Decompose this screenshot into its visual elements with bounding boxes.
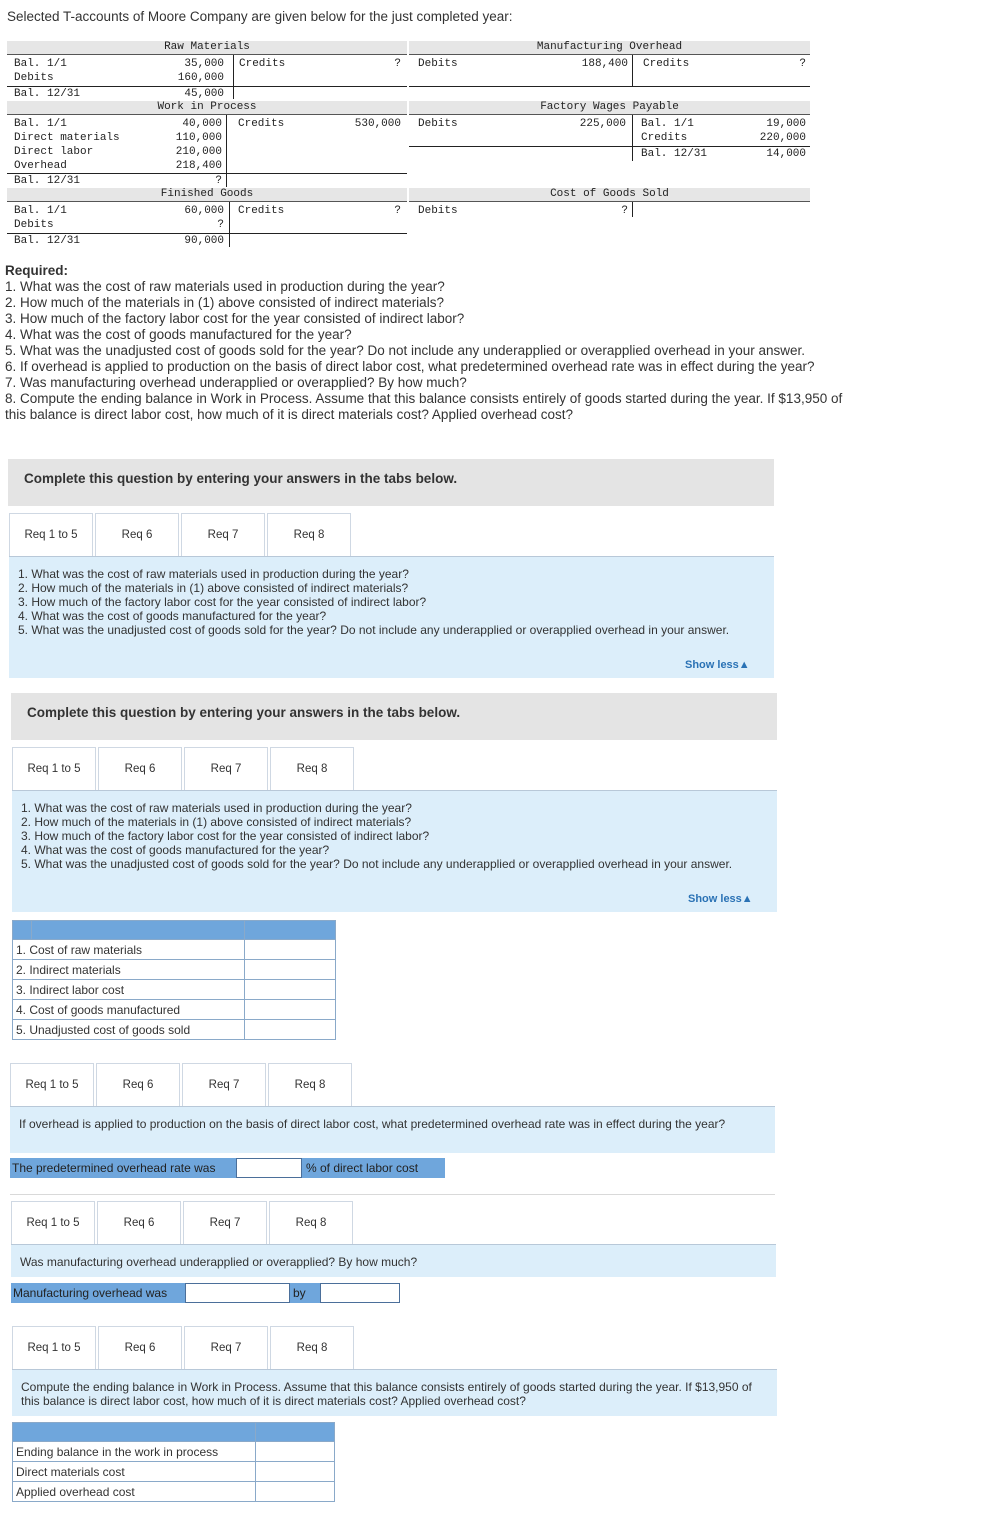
tab-bar bbox=[12, 1326, 777, 1370]
required-heading: Required: bbox=[5, 263, 69, 278]
table-row bbox=[13, 940, 336, 960]
show-less-link[interactable]: Show less▲ bbox=[685, 659, 750, 671]
tab-bar bbox=[10, 1063, 775, 1107]
rm-row1-val: 35,000 bbox=[184, 58, 224, 70]
req15-row-label: 5. Unadjusted cost of goods sold bbox=[13, 1020, 245, 1040]
fwp-row1-label: Bal. 1/1 bbox=[641, 118, 694, 130]
req15-answer-table bbox=[12, 920, 336, 1040]
wip-row5-label: Bal. 12/31 bbox=[14, 175, 81, 187]
req15-answer-input[interactable] bbox=[248, 941, 332, 958]
req7-label: Manufacturing overhead was bbox=[11, 1283, 185, 1303]
req7-by: by bbox=[290, 1283, 320, 1303]
required-item: 3. How much of the factory labor cost for the year consisted of indirect labor? bbox=[5, 311, 465, 326]
panel-header-text: Complete this question by entering your answers in the tabs below. bbox=[27, 705, 461, 720]
tab-req-7[interactable]: Req 7 bbox=[184, 1326, 268, 1370]
table-row bbox=[13, 960, 336, 980]
panel-header-text: Complete this question by entering your answers in the tabs below. bbox=[24, 471, 458, 486]
tab-req-8[interactable]: Req 8 bbox=[270, 747, 354, 791]
required-item: 1. What was the cost of raw materials used in production during the year? bbox=[5, 279, 445, 294]
req15-answer-input[interactable] bbox=[248, 1021, 332, 1038]
fwp-row1-val: 19,000 bbox=[766, 118, 806, 130]
tab-bar bbox=[12, 747, 777, 791]
under-over-select[interactable] bbox=[185, 1283, 290, 1303]
req6-label: The predetermined overhead rate was bbox=[10, 1158, 236, 1178]
mo-debits-val: 188,400 bbox=[581, 58, 628, 70]
panel-header bbox=[8, 459, 774, 506]
tab-req-1-5[interactable]: Req 1 to 5 bbox=[11, 1201, 95, 1245]
tab-req-6[interactable]: Req 6 bbox=[95, 513, 179, 557]
tab-req-6[interactable]: Req 6 bbox=[96, 1063, 180, 1107]
wip-credits-label: Credits bbox=[238, 118, 285, 130]
panel-header bbox=[11, 693, 777, 740]
table-row bbox=[13, 980, 336, 1000]
rm-row1-label: Bal. 1/1 bbox=[14, 58, 67, 70]
req8-answer-input[interactable] bbox=[259, 1483, 331, 1500]
req15-row-label: 2. Indirect materials bbox=[13, 960, 245, 980]
fwp-row2-label: Credits bbox=[641, 132, 688, 144]
overhead-rate-input[interactable] bbox=[236, 1158, 302, 1178]
tab-req-6[interactable]: Req 6 bbox=[98, 1326, 182, 1370]
rm-credits-label: Credits bbox=[239, 58, 286, 70]
rm-row3-val: 45,000 bbox=[184, 88, 224, 100]
overhead-amount-input[interactable] bbox=[320, 1283, 400, 1303]
rm-row2-label: Debits bbox=[14, 72, 54, 84]
wip-row4-label: Overhead bbox=[14, 160, 67, 172]
req8-row-label: Applied overhead cost bbox=[13, 1482, 256, 1502]
fg-row1-label: Bal. 1/1 bbox=[14, 205, 67, 217]
wip-row1-label: Bal. 1/1 bbox=[14, 118, 67, 130]
fg-row2-label: Debits bbox=[14, 219, 54, 231]
tab-req-7[interactable]: Req 7 bbox=[182, 1063, 266, 1107]
fg-title: Finished Goods bbox=[7, 188, 407, 202]
intro-text: Selected T-accounts of Moore Company are given below for the just completed year: bbox=[7, 9, 513, 24]
wip-row2-val: 110,000 bbox=[175, 132, 222, 144]
wip-row5-val: ? bbox=[215, 175, 222, 187]
fg-credits-label: Credits bbox=[238, 205, 285, 217]
req15-answer-input[interactable] bbox=[248, 961, 332, 978]
fwp-row3-val: 14,000 bbox=[766, 148, 806, 160]
fwp-debits-val: 225,000 bbox=[579, 118, 626, 130]
tab-req-8[interactable]: Req 8 bbox=[270, 1326, 354, 1370]
cogs-debits-val: ? bbox=[621, 205, 628, 217]
req6-question: If overhead is applied to production on the basis of direct labor cost, what predetermined overhead rate was in effect during the year? bbox=[10, 1107, 775, 1153]
tab-req-1-5[interactable]: Req 1 to 5 bbox=[9, 513, 93, 557]
show-less-link[interactable]: Show less▲ bbox=[688, 893, 753, 905]
fg-row3-val: 90,000 bbox=[184, 235, 224, 247]
mo-credits-label: Credits bbox=[643, 58, 690, 70]
required-item: 7. Was manufacturing overhead underapplied or overapplied? By how much? bbox=[5, 375, 467, 390]
cogs-title: Cost of Goods Sold bbox=[409, 188, 810, 202]
req15-row-label: 4. Cost of goods manufactured bbox=[13, 1000, 245, 1020]
cogs-debits-label: Debits bbox=[418, 205, 458, 217]
wip-row3-val: 210,000 bbox=[175, 146, 222, 158]
fwp-title: Factory Wages Payable bbox=[409, 101, 810, 115]
fwp-row3-label: Bal. 12/31 bbox=[641, 148, 708, 160]
table-row bbox=[13, 1000, 336, 1020]
fg-credits-val: ? bbox=[394, 205, 401, 217]
req15-row-label: 3. Indirect labor cost bbox=[13, 980, 245, 1000]
required-item: 8. Compute the ending balance in Work in Process. Assume that this balance consists entirely of goods started during the year. If $13,950 of this balance is direct labor cost, how much of it is direct materials cost? Applied overhead cost? bbox=[5, 391, 843, 422]
required-item: 5. What was the unadjusted cost of goods sold for the year? Do not include any underapplied or overapplied overhead in your answer. bbox=[5, 343, 806, 358]
tab-req-6[interactable]: Req 6 bbox=[97, 1201, 181, 1245]
req8-answer-table bbox=[12, 1422, 335, 1502]
tab-req-7[interactable]: Req 7 bbox=[184, 747, 268, 791]
req15-question: 1. What was the cost of raw materials used in production during the year? 2. How much of the materials in (1) above consisted of indirect materials? 3. How much of the factory labor cost for the year consisted of indirect labor? 4. What was the cost of goods manufactured for the year? 5. What was the unadjusted cost of goods sold for the year? Do not include any underapplied or overapplied overhead in your answer. bbox=[9, 557, 774, 678]
req15-row-label: 1. Cost of raw materials bbox=[13, 940, 245, 960]
req8-question: Compute the ending balance in Work in Process. Assume that this balance consists entirely of goods started during the year. If $13,950 of this balance is direct labor cost, how much of it is direct materials cost? Applied overhead cost? bbox=[12, 1370, 777, 1416]
tab-bar bbox=[11, 1201, 776, 1245]
req15-answer-input[interactable] bbox=[248, 1001, 332, 1018]
rm-row2-val: 160,000 bbox=[177, 72, 224, 84]
tab-req-8[interactable]: Req 8 bbox=[269, 1201, 353, 1245]
table-row bbox=[13, 1442, 335, 1462]
req8-row-label: Ending balance in the work in process bbox=[13, 1442, 256, 1462]
tab-req-6[interactable]: Req 6 bbox=[98, 747, 182, 791]
table-row bbox=[13, 1482, 335, 1502]
tab-req-7[interactable]: Req 7 bbox=[181, 513, 265, 557]
mo-debits-label: Debits bbox=[418, 58, 458, 70]
fg-row1-val: 60,000 bbox=[184, 205, 224, 217]
tab-req-8[interactable]: Req 8 bbox=[267, 513, 351, 557]
required-section bbox=[5, 263, 855, 423]
required-item: 4. What was the cost of goods manufactured for the year? bbox=[5, 327, 352, 342]
mo-title: Manufacturing Overhead bbox=[409, 41, 810, 55]
wip-row3-label: Direct labor bbox=[14, 146, 94, 158]
req7-question: Was manufacturing overhead underapplied or overapplied? By how much? bbox=[11, 1245, 776, 1277]
tab-req-1-5[interactable]: Req 1 to 5 bbox=[12, 747, 96, 791]
tab-req-1-5[interactable]: Req 1 to 5 bbox=[10, 1063, 94, 1107]
req8-answer-input[interactable] bbox=[259, 1443, 331, 1460]
fg-row2-val: ? bbox=[217, 219, 224, 231]
tab-req-7[interactable]: Req 7 bbox=[183, 1201, 267, 1245]
wip-row4-val: 218,400 bbox=[175, 160, 222, 172]
required-item: 6. If overhead is applied to production on the basis of direct labor cost, what predetermined overhead rate was in effect during the year? bbox=[5, 359, 815, 374]
req8-row-label: Direct materials cost bbox=[13, 1462, 256, 1482]
rm-credits-val: ? bbox=[394, 58, 401, 70]
tab-bar bbox=[9, 513, 774, 557]
wip-row2-label: Direct materials bbox=[14, 132, 120, 144]
wip-title: Work in Process bbox=[7, 101, 407, 115]
req8-answer-input[interactable] bbox=[259, 1463, 331, 1480]
required-item: 2. How much of the materials in (1) above consisted of indirect materials? bbox=[5, 295, 444, 310]
tab-req-1-5[interactable]: Req 1 to 5 bbox=[12, 1326, 96, 1370]
table-row bbox=[13, 1020, 336, 1040]
wip-row1-val: 40,000 bbox=[182, 118, 222, 130]
req15-answer-input[interactable] bbox=[248, 981, 332, 998]
table-row bbox=[13, 1462, 335, 1482]
raw-materials-title: Raw Materials bbox=[7, 41, 407, 55]
req6-suffix: % of direct labor cost bbox=[302, 1158, 445, 1178]
mo-credits-val: ? bbox=[799, 58, 806, 70]
fg-row3-label: Bal. 12/31 bbox=[14, 235, 81, 247]
rm-row3-label: Bal. 12/31 bbox=[14, 88, 81, 100]
wip-credits-val: 530,000 bbox=[354, 118, 401, 130]
fwp-row2-val: 220,000 bbox=[759, 132, 806, 144]
req15-question: 1. What was the cost of raw materials used in production during the year? 2. How much of the materials in (1) above consisted of indirect materials? 3. How much of the factory labor cost for the year consisted of indirect labor? 4. What was the cost of goods manufactured for the year? 5. What was the unadjusted cost of goods sold for the year? Do not include any underapplied or overapplied overhead in your answer. bbox=[12, 791, 777, 912]
tab-req-8[interactable]: Req 8 bbox=[268, 1063, 352, 1107]
fwp-debits-label: Debits bbox=[418, 118, 458, 130]
